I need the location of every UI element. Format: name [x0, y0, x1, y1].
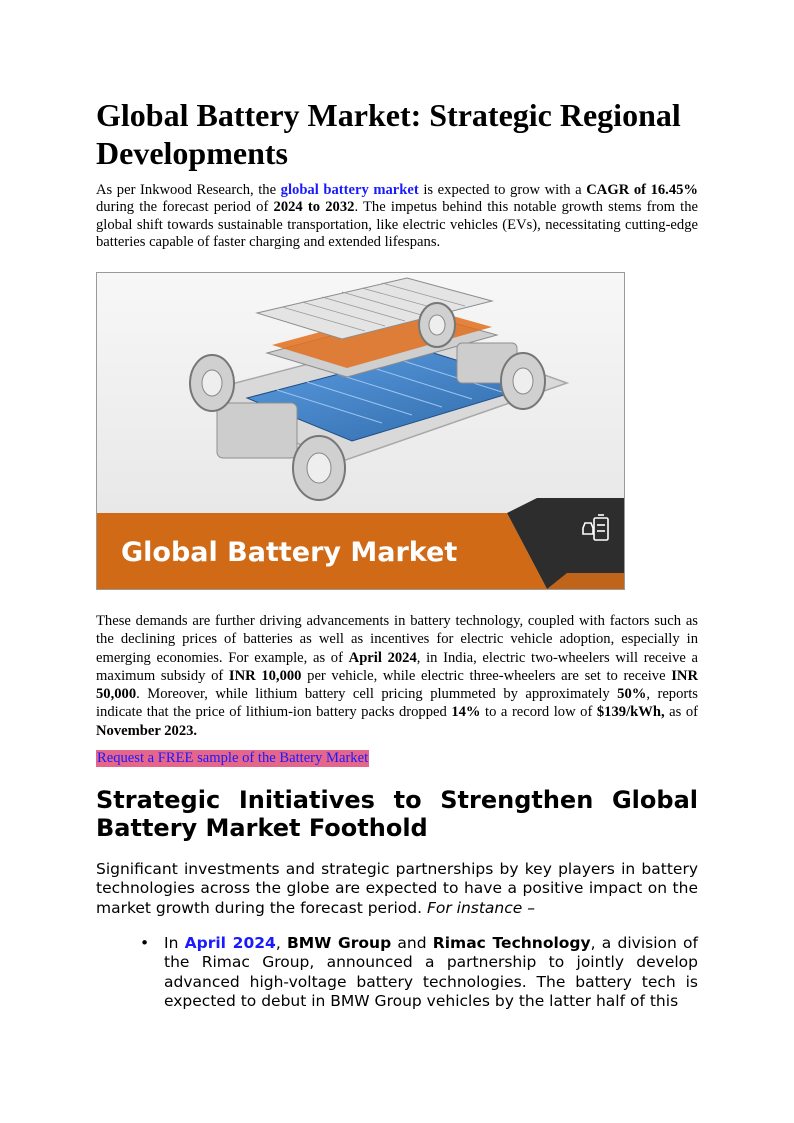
- bullet-company-2: Rimac Technology: [432, 934, 591, 952]
- bullet-text-3: and: [391, 934, 433, 952]
- wheel-rear-left: [293, 436, 345, 500]
- p2-text-2: , in India, electric two-wheelers will receive a maximum subsidy of: [96, 649, 698, 684]
- p2-date: April 2024: [348, 649, 417, 666]
- ev-chassis-illustration: [97, 273, 624, 589]
- hero-image: [96, 272, 625, 590]
- bullet-date: April 2024: [184, 934, 276, 952]
- p2-pack-drop: 14%: [451, 704, 481, 721]
- bullet-marker: •: [140, 934, 150, 952]
- intro-text-4: . The impetus behind this notable growth stems from the global shift towards sustainable transportation, like electric vehicles (EVs), necessitating cutting-edge batteries capable of faster charging and extended lifespans.: [96, 199, 698, 251]
- intro-paragraph: [96, 182, 698, 252]
- intro-text-2: is expected to grow with a: [418, 182, 587, 198]
- initiatives-list: [96, 934, 698, 1011]
- p2-text-1: These demands are further driving advancements in battery technology, coupled with factors such as the declining prices of batteries as well as incentives for electric vehicle adoption, especially in emerging economies. For example, as of: [96, 613, 698, 666]
- p2-text-7: as of: [664, 704, 698, 721]
- banner-text: Global Battery Market: [121, 537, 458, 568]
- body-paragraph-3: [96, 860, 698, 918]
- wheel-rear-right: [501, 353, 545, 409]
- wheel-front-left: [190, 355, 234, 411]
- p2-record-price: $139/kWh,: [596, 704, 665, 721]
- global-battery-market-link[interactable]: global battery market: [280, 182, 419, 198]
- p2-text-6: to a record low of: [480, 704, 597, 721]
- p2-subsidy-two-wheelers: INR 10,000: [228, 667, 302, 684]
- section-heading: Strategic Initiatives to Strengthen Global Battery Market Foothold: [96, 786, 698, 842]
- p2-text-4: . Moreover, while lithium battery cell pricing plummeted by approximately: [136, 686, 618, 703]
- bullet-text-2: ,: [275, 934, 287, 952]
- forecast-period: 2024 to 2032: [273, 199, 355, 216]
- bullet-text-4: , a division of the Rimac Group, announced a partnership to jointly develop advanced high-voltage battery technologies. The battery tech is expected to debut in BMW Group vehicles by the latter half of this: [164, 934, 698, 1010]
- intro-text-1: As per Inkwood Research, the: [96, 182, 281, 198]
- request-sample-link[interactable]: Request a FREE sample of the Battery Market: [97, 750, 369, 766]
- page-title: Global Battery Market: Strategic Regional Developments: [96, 97, 681, 171]
- p3-for-instance: For instance –: [426, 898, 535, 917]
- p2-subsidy-three-wheelers: INR 50,000: [96, 667, 698, 703]
- p2-text-5: , reports indicate that the price of lithium-ion battery packs dropped: [96, 686, 698, 721]
- bullet-company-1: BMW Group: [286, 934, 392, 952]
- p2-price-drop: 50%: [617, 686, 647, 703]
- body-paragraph-2: [96, 612, 698, 740]
- intro-text-3: during the forecast period of: [96, 199, 274, 216]
- bullet-text-1: In: [164, 934, 185, 952]
- list-item: [96, 934, 698, 1011]
- p2-text-3: per vehicle, while electric three-wheelers are set to receive: [301, 667, 672, 684]
- cagr-value: CAGR of 16.45%: [586, 182, 699, 198]
- wheel-front-right: [419, 303, 455, 347]
- p2-date-2: November 2023.: [96, 722, 198, 739]
- p3-text: Significant investments and strategic partnerships by key players in battery technologies across the globe are expected to have a positive impact on the market growth during the forecast period.: [96, 860, 698, 917]
